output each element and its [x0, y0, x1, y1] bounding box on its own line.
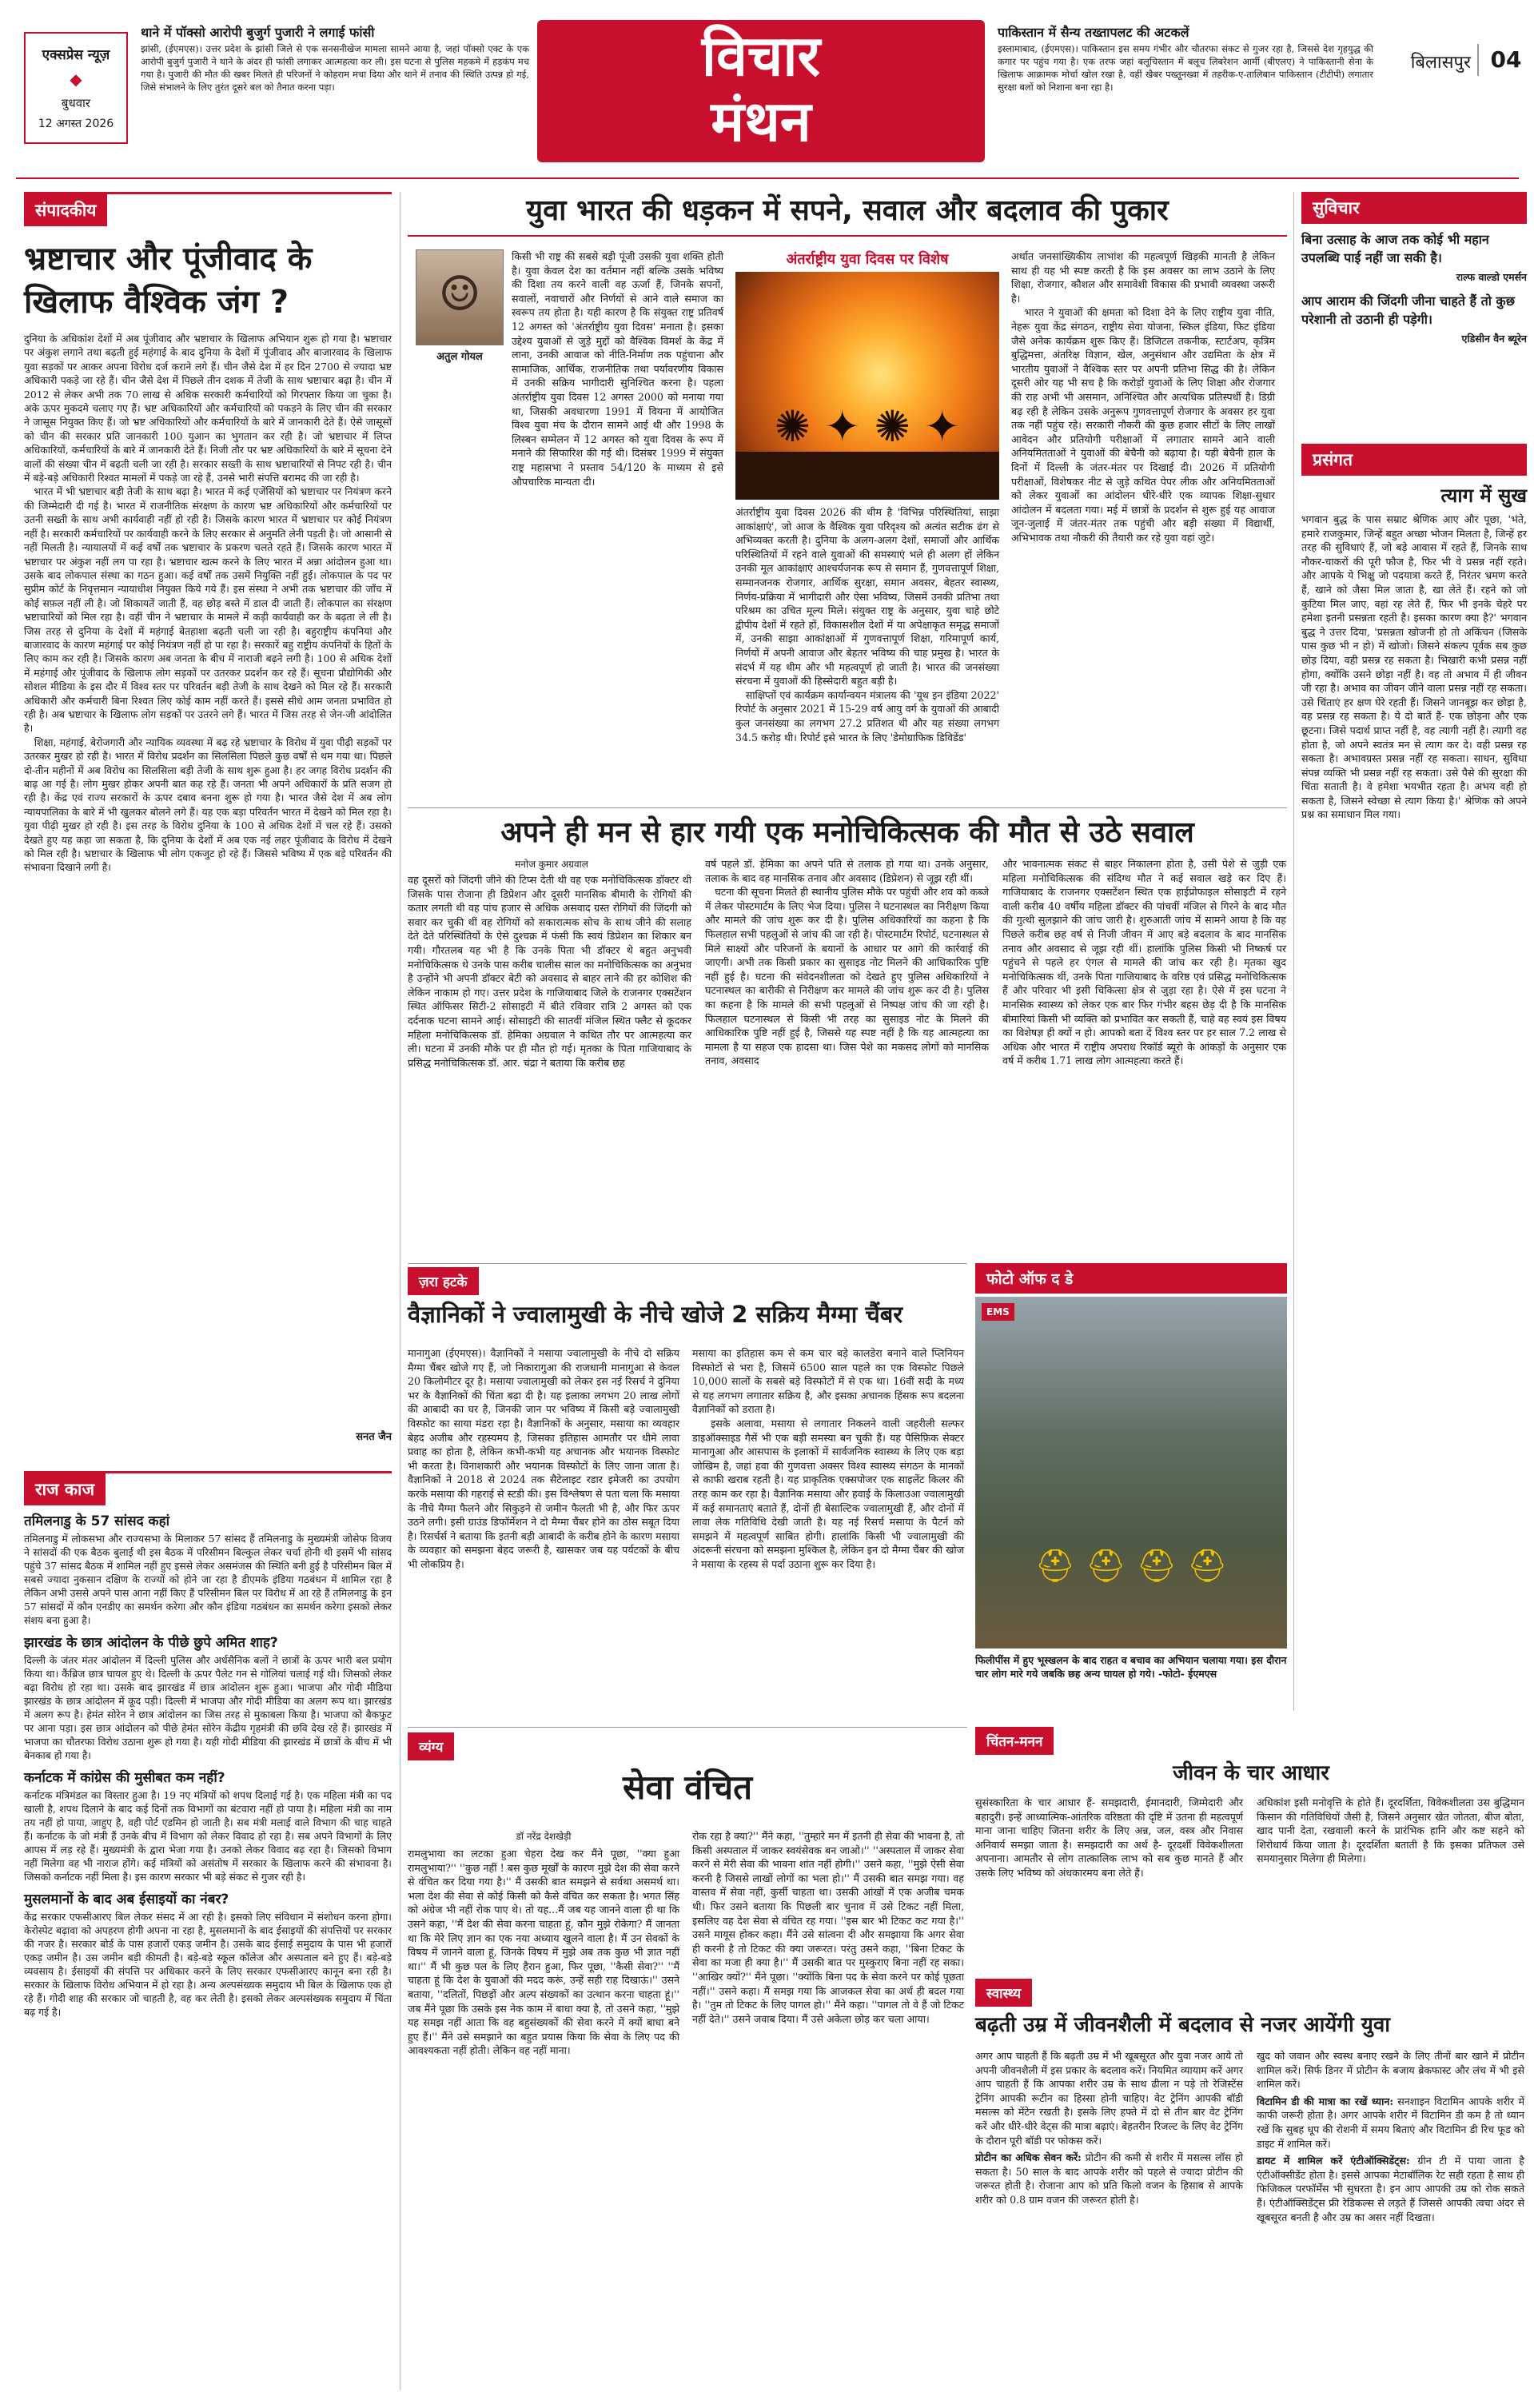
chintan-section-label: चिंतन-मनन	[975, 1727, 1054, 1755]
chintan-title: जीवन के चार आधार	[1173, 1761, 1329, 1785]
youth-article	[408, 192, 1287, 799]
volcano-title: वैज्ञानिकों ने ज्वालामुखी के नीचे खोजे 2 सक्रिय मैग्मा चैंबर	[408, 1301, 903, 1328]
editorial-body: दुनिया के अधिकांश देशों में अब पूंजीवाद और भ्रष्टाचार के खिलाफ अभियान शुरू हो गया है। भ्रष्टाचार पर अंकुश लगाने तथा बढ़ती हुई महंगाई के बाद दुनिया के देशों में पूंजीवाद और बाजारवाद के खिलाफ युवा सड़कों पर आकर अपना विरोध दर्ज कराने लगे हैं। चीन जैसे देश में हर दिन 2700 से ज्यादा भ्रष्ट अधिकारी पकड़े जा रहे हैं। चीन जैसे देश में पिछले तीन दशक में तेजी के साथ भ्रष्टाचार बढ़ा है। चीन में 2012 से लेकर अभी तक 70 लाख से अधिक सरकारी कर्मचारियों को गिरफ्तार किया जा चुका है। अके ऊपर मुकदमे चलाए गए हैं। भ्रष्ट अधिकारियों और कर्मचारियों को पकड़ने के लिए चीन की सरकार ने जासूस नियुक्त किए हैं। जो भ्रष्ट अधिकारियों और कर्मचारियों के बारे में जानकारी देते हैं। ऐसे जासूसों को चीन की सरकार प्रति जानकारी 100 युआन का भुगतान कर रही है। जो भ्रष्टाचार में लिप्त अधिकारियों, कर्मचारियों के बारे में जानकारी देते हैं। निजी तौर पर भ्रष्ट अधिकारियों के बारे में सूचना देने वालों की संख्या चीन में बढ़ती चली जा रही है। सरकार सख्ती के साथ भ्रष्टाचारियों से निपट रही है। चीन में बड़े-बड़े अधिकारी रिश्वत मामलों में पकड़े जा रहे हैं, उनसे भारी संपत्ति बरामद की जा रही है। भारत में भी भ्रष्टाचार बड़ी तेजी के साथ बढ़ा है। भारत में कई एजेंसियों को भ्रष्टाचार पर नियंत्रण करने की जिम्मेदारी दी गई है। भारत में राजनीतिक संरक्षण के कारण भ्रष्ट अधिकारियों और कर्मचारियों पर उतनी सख्ती के साथ अभी कार्यवाही नहीं हो रही है। जिसके कारण भारत में भ्रष्टाचार पर कोई नियंत्रण नहीं है। सरकारी कर्मचारियों पर कार्यवाही करने के लिए सरकार से अनुमति लेनी पड़ती है। जो आसानी से नहीं मिलती है। न्यायालयों में कई वर्षों तक भ्रष्टाचार के प्रकरण चलते रहते हैं। जिसके कारण भारत में भ्रष्टाचार पर अंकुश नहीं लग पा रहा है। भ्रष्टाचार खत्म करने के लिए भारत में अन्ना आंदोलन हुआ था। उसके बाद लोकपाल संस्था का गठन हुआ। कई वर्षों तक उसमें नियुक्ति नहीं हुई। लोकपाल के पद पर सुप्रीम कोर्ट के निवृत्तमान न्यायाधीश नियुक्त किये गये हैं। इस संस्था ने अभी तक भ्रष्टाचार की जाँच में कोई सफ़ल नहीं ली है। जो शिकायतें जाती हैं, वह छोड़ बस्ते में डाल दी जाती हैं। लोकपाल का संरक्षण भ्रष्टाचारियों को मिल रहा है। वहीं चीन ने भ्रष्टाचार के मामले में कड़ी कार्यवाही कर के बढ़ता ले ली है। जिस तरह से दुनिया के देशों में महंगाई बेतहाशा बढ़ती चली जा रही है। बहुराष्ट्रीय कंपनियां और बाजारवाद के कारण महंगाई पर कोई नियंत्रण नहीं हो पा रहा है। सरकारें बहु राष्ट्रीय कंपनियों के हितों के लिए काम कर रही है। जिसके कारण अब जनता के बीच में नाराजी बढ़ने लगी है। 100 से अधिक देशों में महंगाई और पूंजीवाद के खिलाफ लोग सड़कों पर उतरकर प्रदर्शन कर रहे हैं। सूचना प्रौद्योगिकी और सोशल मीडिया के इस दौर में विश्व स्तर पर परिवर्तन बड़ी तेजी के साथ देखने को मिल रहे हैं। सरकारी अधिकारी और कर्मचारी बिना रिश्वत लिए कोई काम नहीं करते हैं। इससे सीधे आम जनता प्रभावित हो रही है। अब भ्रष्टाचार के खिलाफ लोग सड़कों पर उतरने लगे हैं। भारत में जिस तरह से जेन-जी आंदोलित है। शिक्षा, महंगाई, बेरोजगारी और न्यायिक व्यवस्था में बढ़ रहे भ्रष्टाचार के विरोध में युवा पीढ़ी सड़कों पर उतरकर मुखर हो रही है। भारत में विरोध प्रदर्शन का सिलसिला पिछले कुछ वर्षों से थम गया था। पिछले दो-तीन महीनों में अब विरोध का सिलसिला बड़ी तेजी के साथ शुरू हुआ है। हर जगह विरोध प्रदर्शन की बाढ़ आ गई है। लोग मुखर होकर अपनी बात कह रहे हैं। जनता भी अपने अधिकारों के प्रति सजग हो रही है। केंद्र एवं राज्य सरकारों के ऊपर दबाव बनना शुरू हो गया है। भारत जैसे देश में अब लोग न्यायपालिका के बारे में भी खुलकर बोलने लगे हैं। यह एक बड़ा परिवर्तन भारत में देखने को मिल रहा है। युवा पीढ़ी मुखर हो रही है। इस तरह के विरोध दुनिया के 100 से अधिक देशों में चल रहे हैं। उसको देखते हुए यह कहा जा सकता है, कि दुनिया के देशों में अब एक नई लहर पूंजीवाद के विरोध में देखने को मिल रही है। भ्रष्टाचार के खिलाफ भी लोग एकजुट हो रहे हैं। जिससे भविष्य में एक बड़े परिवर्तन की संभावना दिखाने लगी है।	[24, 333, 392, 874]
issue-date: 12 अगस्त 2026	[38, 118, 114, 130]
photo-caption: फिलीपींस में हुए भूस्खलन के बाद राहत व बचाव का अभियान चलाया गया। इस दौरान चार लोग मारे गये जबकि छह अन्य घायल हो गये। -फोटो- ईएमएस	[975, 1654, 1287, 1680]
rajkaaj-item	[24, 1892, 392, 2019]
rajkaaj-item	[24, 1770, 392, 1884]
youth-col3: अर्थात जनसांख्यिकीय लाभांश की महत्वपूर्ण खिड़की मानती है लेकिन साथ ही यह भी स्पष्ट करती है कि इस अवसर का लाभ उठाने के लिए शिक्षा, रोजगार, कौशल और समावेशी विकास की प्रभावी व्यवस्था जरूरी है। भारत ने युवाओं की क्षमता को दिशा देने के लिए राष्ट्रीय युवा नीति, नेहरू युवा केंद्र संगठन, राष्ट्रीय सेवा योजना, स्किल इंडिया, फिट इंडिया जैसे अनेक कार्यक्रम शुरू किए हैं। डिजिटल तकनीक, स्टार्टअप, कृत्रिम बुद्धिमत्ता, अंतरिक्ष विज्ञान, खेल, अनुसंधान और उद्यमिता के क्षेत्र में भारतीय युवाओं ने वैश्विक स्तर पर अपनी प्रतिभा सिद्ध की है। लेकिन दूसरी ओर यह भी सच है कि करोड़ों युवाओं के लिए शिक्षा और रोजगार की राह अभी भी असमान, अनिश्चित और अत्यधिक प्रतिस्पर्धी है। डिग्री बढ़ रही है लेकिन उसके अनुरूप गुणवत्तापूर्ण रोजगार के अवसर हर युवा तक नहीं पहुंच रहे। सरकारी नौकरी की कुछ हजार सीटों के लिए लाखों आवेदन और प्रतियोगी परीक्षाओं में लगातार सामने आने वाली अनियमितताओं ने युवाओं की बेचैनी को बढ़ाया है। यही बेचैनी हाल के दिनों में दिल्ली के जंतर-मंतर पर दिखाई दी। 2026 में प्रतियोगी परीक्षाओं, विशेषकर नीट से जुड़े कथित पेपर लीक और अनियमितताओं को लेकर युवाओं का आंदोलन धीरे-धीरे एक व्यापक शिक्षा-सुधार आंदोलन में बदलता गया। मई में छात्रों के प्रदर्शन से शुरू हुई यह आवाज जून-जुलाई में जंतर-मंतर तक पहुंची और बड़ी संख्या में विद्यार्थी, अभिभावक तथा नौकरी की तैयारी कर रहे युवा वहां जुटे।	[1011, 250, 1276, 544]
prasang-section	[1301, 444, 1531, 1707]
health-protein-head: प्रोटीन का अधिक सेवन करें:	[975, 2151, 1082, 2164]
doctor-col2: वर्ष पहले डॉ. हेमिका का अपने पति से तलाक हो गया था। उनके अनुसार, तलाक के बाद वह मानसिक तनाव और अवसाद (डिप्रेशन) से जूझ रही थीं। घटना की सूचना मिलते ही स्थानीय पुलिस मौके पर पहुंची और शव को कब्जे में लेकर पोस्टमार्टम के लिए भेज दिया। पुलिस ने घटनास्थल का निरीक्षण किया और मामले की जांच शुरू कर दी है। पुलिस अधिकारियों का कहना है कि फिलहाल सभी पहलुओं से जांच की जा रही है। पोस्टमार्टम रिपोर्ट, घटनास्थल से मिले साक्ष्यों और परिजनों के बयानों के आधार पर आगे की कार्रवाई की जाएगी। अभी तक किसी प्रकार का सुसाइड नोट मिलने की आधिकारिक पुष्टि नहीं हुई है। घटना की संवेदनशीलता को देखते हुए पुलिस अधिकारियों ने घटनास्थल का बारीकी से निरीक्षण कर मामले की जांच शुरू कर दी है। पुलिस का कहना है कि मामले की सभी पहलुओं से निष्पक्ष जांच की जा रही है। फिलहाल घटनास्थल से किसी भी तरह का सुसाइड नोट के मिलने की आधिकारिक पुष्टि नहीं हुई है, जिससे यह स्पष्ट नहीं है कि यह आत्महत्या का मामला है या सहज एक हादसा था। जिस पेशे का मकसद लोगों को मानसिक तनाव, अवसाद	[705, 858, 990, 1067]
doctor-author: मनोज कुमार अग्रवाल	[515, 859, 588, 870]
editorial-signature: सनत जैन	[356, 1431, 392, 1443]
youth-author: अतुल गोयल	[436, 351, 483, 363]
health-antioxidant	[1257, 2154, 1528, 2224]
satire-col2: रोक रहा है क्या?'' मैंने कहा, ''तुम्हारे मन में इतनी ही सेवा की भावना है, तो किसी अस्पताल में जाकर स्वयंसेवक बन जाओ।'' ''अस्पताल में जाकर सेवा करने से मेरी सेवा की भावना शांत नहीं होगी।'' उसने कहा, ''मुझे ऐसी सेवा करनी है जिससे लाखों लोगों का भला हो।'' मैं उसकी बात समझ गया। वह वास्तव में सेवा नहीं, कुर्सी चाहता था। उसकी आंखों में एक अजीब चमक थी। फिर उसने बताया कि पिछली बार चुनाव में उसे टिकट नहीं मिला, इसलिए वह देश सेवा से वंचित रह गया। ''इस बार भी टिकट कट गया है।'' उसने मायूस होकर कहा। मैंने उसे सांत्वना दी और समझाया कि अगर सेवा ही करनी है तो टिकट की क्या जरूरत। परंतु उसने कहा, ''बिना टिकट के सेवा का मजा ही क्या है।'' मैं उसकी बात पर मुस्कुराए बिना नहीं रह सका। ''आखिर क्यों?'' मैंने पूछा। ''क्योंकि बिना पद के सेवा करने पर कोई पूछता नहीं।'' उसने कहा। मैं समझ गया कि आजकल सेवा का अर्थ ही बदल गया है। ''तुम तो टिकट के लिए पागल हो।'' मैंने कहा। ''पागल तो वे हैं जो टिकट नहीं देते।'' उसने जवाब दिया। मैं उसे अकेला छोड़ कर चला आया।	[692, 1830, 968, 2025]
masthead-city: बिलासपुर	[1410, 53, 1471, 73]
prasang-body: भगवान बुद्ध के पास सम्राट श्रेणिक आए और पूछा, 'भंते, हमारे राजकुमार, जिन्हें बहुत अच्छा भोजन मिलता है, जिन्हें हर तरह की सुविधाएं हैं, जो बड़े आवास में रहते हैं, जिनके साथ नौकर-चाकरों की पूरी फौज है, फिर भी वे प्रसन्न नहीं रहते। और आपके ये भिक्षु जो पदयात्रा करते हैं, निरंतर भ्रमण करते हैं, खाने को जैसा मिल जाता है, खा लेते हैं। रहने को जो कुटिया मिल जाए, वहां रह लेते हैं, फिर भी इनके चेहरे पर हमेशा इतनी प्रसन्नता रहती है। इसका कारण क्या है?' भगवान बुद्ध ने उत्तर दिया, 'प्रसन्नता खोजनी हो तो अकिंचन (जिसके पास कुछ भी न हो) में खोजो। जिसने संकल्प पूर्वक सब कुछ छोड़ दिया, वही प्रसन्न रह सकता है। भिखारी कभी प्रसन्न नहीं होगा, क्योंकि उसने छोड़ा नहीं है। वह तो अभाव में ही जीवन जी रहा है। अभाव का जीवन जीने वाला प्रसन्न नहीं रह सकता। उसे चिंताएं हर क्षण घेरे रहती हैं। जिसने जानबूझ कर छोड़ा है, वह प्रसन्न रह सकता है। ये दो बातें हैं- एक छोड़ना और एक छूटना। जिसे पदार्थ प्राप्त नहीं है, वह त्यागी नहीं है। त्यागी वह होता है, जो अपने स्वतंत्र मन से त्याग कर दे। वही प्रसन्न रह सकता है। अभावग्रस्त प्रसन्न नहीं रह सकता। साधन, सुविधा संपन्न व्यक्ति भी प्रसन्न नहीं रह सकता। उसे पैसे की सुरक्षा की चिंता सताती है। वे हमेशा भयभीत रहता है। अभय वही हो सकता है, जिसने स्वेच्छा से त्याग किया है।' श्रेणिक को अपने प्रश्न का समाधान मिल गया।	[1301, 513, 1531, 821]
rajkaaj-item-text: तमिलनाडु में लोकसभा और राज्यसभा के मिलाकर 57 सांसद हैं तमिलनाडु के मुख्यमंत्री जोसेफ विजय ने सांसदों की एक बैठक बुलाई थी इस बैठक में परिसीमन बिल्कुल लेकर चर्चा होनी थी इसमें भी सांसद पहुंचे 37 सांसद बैठक में शामिल नहीं हुए इससे लेकर असमंजस की स्थिति बनी हुई है परिसीमन बिल में सबसे ज्यादा नुकसान दक्षिण के राज्यों को होने जा रहा है डीएमके इंडिया गठबंधन में शामिल रहा है लेकिन अभी उससे अपने पास आना नहीं किए हैं परिसीमन बिल पर विरोध में आ रहे हैं तमिलनाडु के इन 57 सांसदों में कौन एनडीए का समर्थन करेगा और कौन इंडिया गठबंधन का समर्थन करेगा इसको लेकर संशय बना हुआ है।	[24, 1533, 392, 1626]
chintan-col1: सुसंस्कारिता के चार आधार हैं- समझदारी, ईमानदारी, जिम्मेदारी और बहादुरी। इन्हें आध्यात्मिक-आंतरिक वरिष्ठता की दृष्टि में उतना ही महत्वपूर्ण माना जाना चाहिए जितना शरीर के लिए अन्न, जल, वस्त्र और निवास अनिवार्य समझा जाता है। समझदारी का अर्थ है- दूरदर्शी विवेकशीलता अपनाना। आमतौर से लोग तात्कालिक लाभ को सब कुछ मानते हैं और उसके लिए भविष्य को अंधकारमय बना लेते हैं।	[975, 1796, 1247, 1879]
doctor-title: अपने ही मन से हार गयी एक मनोचिकित्सक की मौत से उठे सवाल	[500, 816, 1194, 849]
rajkaaj-item-title: तमिलनाडु के 57 सांसद कहां	[24, 1513, 170, 1529]
masthead-right-brief-text: इस्लामाबाद, (ईएमएस)। पाकिस्तान इस समय गंभीर और चौतरफा संकट से गुजर रहा है, जिससे देश गृहयुद्ध की कगार पर पहुंच गया है। एक तरफ जहां बलूचिस्तान में बलूच लिबरेशन आर्मी (बीएलए) ने पाकिस्तानी सेना के खिलाफ आक्रामक मोर्चा खोल रखा है, वहीं खैबर पख्तूनख्वा में तहरीक-ए-तालिबान पाकिस्तान (टीटीपी) लगातार सुरक्षा बलों को निशाना बना रहा है।	[998, 43, 1373, 93]
youth-col2: अंतर्राष्ट्रीय युवा दिवस 2026 की थीम है 'विभिन्न परिस्थितियां, साझा आकांक्षाएं', जो आज के वैश्विक युवा परिदृश्य को अत्यंत सटीक ढंग से अभिव्यक्त करती है। दुनिया के अलग-अलग देशों, समाजों और आर्थिक परिस्थितियों में रहने वाले युवाओं की समस्याएं भले ही अलग हों लेकिन उनकी मूल आकांक्षाएं आश्चर्यजनक रूप से समान हैं, गुणवत्तापूर्ण शिक्षा, सम्मानजनक रोजगार, आर्थिक सुरक्षा, समान अवसर, बेहतर स्वास्थ्य, निर्णय-प्रक्रिया में भागीदारी और ऐसा भविष्य, जिसमें उनकी प्रतिभा तथा परिश्रम का उचित मूल्य मिले। संयुक्त राष्ट्र के अनुसार, युवा चाहे छोटे द्वीपीय देशों में रहते हों, विकासशील देशों में या अपेक्षाकृत समृद्ध समाजों में, उनकी साझा आकांक्षाओं में गुणवत्तापूर्ण शिक्षा, गरिमापूर्ण कार्य, निर्णयों में अपनी आवाज और बेहतर भविष्य की चाह प्रमुख है। भारत के संदर्भ में यह थीम और भी महत्वपूर्ण हो जाती है। भारत की जनसंख्या संरचना में युवाओं की हिस्सेदारी बहुत बड़ी है। साक्षिप्तों एवं कार्यक्रम कार्यान्वयन मंत्रालय की 'यूथ इन इंडिया 2022' रिपोर्ट के अनुसार 2021 में 15-29 वर्ष आयु वर्ग के युवाओं की आबादी कुल जनसंख्या का लगभग 27.2 प्रतिशत थी और यह संख्या लगभग 34.5 करोड़ थी। रिपोर्ट इसे भारत के लिए 'डेमोग्राफिक डिविडेंड'	[735, 506, 999, 744]
health-antioxidant-head: डायट में शामिल करें एंटीऑक्सिडेंट्स:	[1257, 2155, 1410, 2167]
chintan-section	[975, 1727, 1527, 1967]
author-photo	[416, 249, 504, 345]
masthead	[0, 0, 1534, 188]
editorial-section	[24, 192, 392, 1455]
rajkaaj-item	[24, 1635, 392, 1762]
rajkaaj-item-text: केंद्र सरकार एफसीआरए बिल लेकर संसद में आ रही है। इसको लिए संविधान में संशोधन करना होगा। केरोस्पेट बढ़ावा को अपहरण होगी अपना ना रहा है, मुसलमानों के बाद ईसाइयों की संपत्तियों पर सरकार की नजर है। सरकार बोर्ड के पास हजारों एकड़ जमीन है। उसके बाद ईसाई समुदाय के पास भी हजारों एकड़ जमीन है। उस जमीन बड़ी कीमती है। बड़े-बड़े स्कूल कॉलेज और अस्पताल बने हुए हैं। बड़े-बड़े व्यवसाय है। ईसाइयों की संपत्ति पर अधिकार करने के लिए सरकार एफसीआरए कानून बना रही है। सरकार के खिलाफ विरोध अभियान में हो रहा है। अन्य अल्पसंख्यक समुदाय भी बिल के खिलाफ एक हो रहे हैं। गोदी शाह की सरकार जो चाहती है, वह कर लेती है। इसको लेकर अल्पसंख्यक समुदाय में चिंता बढ़ गई है।	[24, 1911, 392, 2018]
photo-of-the-day	[975, 1263, 1287, 1719]
person-icon: ☺	[438, 266, 481, 322]
masthead-left-brief	[141, 24, 529, 152]
doctor-article	[408, 807, 1290, 1255]
rajkaaj-item-title: कर्नाटक में कांग्रेस की मुसीबत कम नहीं?	[24, 1770, 225, 1786]
chintan-col2: अधिकांश इसी मनोवृत्ति के होते हैं। दूरदर्शिता, विवेकशीलता उस बुद्धिमान किसान की गतिविधियों जैसी है, जिसने अनुसार खेत जोतता, बीज बोता, खाद पानी देता, रखवाली करने के प्रारंभिक हानि और कष्ट सहने को शिरोधार्य किया जाता है। दूरदर्शिता बताती है कि इसका प्रतिफल उसे समयानुसार मिलेगा ही मिलेगा।	[1257, 1796, 1528, 1865]
masthead-title-line2: मंथन	[711, 89, 811, 154]
health-col1-wrap	[975, 2049, 1247, 2385]
column-divider	[1293, 192, 1294, 1711]
masthead-city-divider	[1477, 44, 1479, 76]
rajkaaj-item	[24, 1513, 392, 1627]
volcano-kicker: ज़रा हटके	[408, 1267, 479, 1295]
satire-title: सेवा वंचित	[622, 1768, 753, 1807]
suvichar-section-label: सुविचार	[1301, 192, 1527, 224]
youth-kicker: अंतर्राष्ट्रीय युवा दिवस पर विशेष	[786, 251, 949, 268]
satire-col1: रामलुभाया का लटका हुआ चेहरा देख कर मैंने पूछा, ''क्या हुआ रामलुभाया?'' ''कुछ नहीं ! बस कुछ मूर्खों के कारण मुझे देश की सेवा करने से वंचित कर दिया गया है।'' मैं उसकी बात समझने से सर्वथा असमर्थ था। भला देश की सेवा से कोई किसी को कैसे वंचित कर सकता है। भगत सिंह को अंग्रेज भी नहीं रोक पाए थे। तो यह...मैं जब यह जानने वाला ही था कि उसने कहा, ''मैं देश की सेवा करना चाहता हूं, कौन मुझे रोकेगा? मैं जानता था कि मेरे लिए ज्ञान का एक नया अध्याय खुलने वाला है। मैं उन सेवकों के विषय में जानने वाला हूं, जिनके विषय में मुझे अब तक कुछ भी ज्ञात नहीं था।'' मैं भी कुछ पल के लिए हैरान हुआ, फिर पूछा, ''कैसी सेवा?'' ''मैं चाहता हूं कि देश के युवाओं की मदद करूं, उन्हें सही राह दिखाऊं।'' उसने बताया, ''दलितों, पिछड़ों और अल्प संख्यकों का उत्थान करना चाहता हूं।'' जब मैंने पूछा कि उसके इस नेक काम में बाधा क्या है, तो उसने कहा, ''मुझे यह समझ नहीं आता कि वह बहुसंख्यकों की सेवा करने में क्यों बाधा बने हुए हैं।'' मैंने उसे समझाने का बहुत प्रयास किया कि सेवा के लिए पद की आवश्यकता नहीं होती। लेकिन वह नहीं माना।	[408, 1848, 683, 2057]
issue-day: बुधवार	[61, 96, 91, 110]
health-col1: अगर आप चाहती हैं कि बढ़ती उम्र में भी खूबसूरत और युवा नजर आये तो अपनी जीवनशैली में इस प्रकार के बदलाव करें। नियमित व्यायाम करें अगर आप चाहती हैं कि आपका शरीर उम्र के साथ ढीला न पड़े तो रेजिस्टेंस ट्रेनिंग आपकी रूटीन का हिस्सा होनी चाहिए। वेट ट्रेनिंग आपकी बॉडी मसल्स को मेंटेन रखती है। इसके लिए हफ्ते में दो से तीन बार वेट ट्रेनिंग करें और धीरे-धीरे वेट्स की मात्रा बढ़ाएं। बेहतरीन रिजल्ट के लिए वेट ट्रेनिंग के दौरान पूरी बॉडी पर फोकस करें।	[975, 2050, 1247, 2147]
masthead-left-brief-title: थाने में पॉक्सो आरोपी बुजुर्ग पुजारी ने लगाई फांसी	[141, 25, 375, 40]
health-antioxidant-text: ग्रीन टी में पाया जाता है एंटीऑक्सीडेंट होता है। इससे आपका मेटाबॉलिक रेट सही रहता है साथ ही फिजिकल परफॉर्मेंस भी सुधरता है। इन आप आपकी उम्र को रोक सकते हैं। एंटीऑक्सिडेंट्स फ्री रेडिकल्स से लड़ते हैं जिससे आपकी त्वचा अंदर से खूबसूरत बनती है और उम्र का असर नहीं दिखता।	[1257, 2155, 1528, 2223]
health-vitamin-text: सनशाइन विटामिन आपके शरीर में काफी जरूरी होता है। अगर आपके शरीर में विटामिन डी कम है तो ध्यान रखें कि सुबह धूप की रोशनी में समय बिताएं और विटामिन डी रिच फूड को डाइट में शामिल करें।	[1257, 2095, 1528, 2150]
health-section	[975, 1979, 1527, 2390]
masthead-right-brief-title: पाकिस्तान में सैन्य तख्तापलट की अटकलें	[998, 25, 1189, 40]
landslide-rescue-photo	[975, 1297, 1287, 1649]
health-title: बढ़ती उम्र में जीवनशैली में बदलाव से नजर आयेंगी युवा	[975, 2013, 1391, 2037]
brand-diamond-icon: ◆	[70, 70, 82, 89]
satire-article	[408, 1727, 967, 2390]
prasang-section-label: प्रसंगत	[1301, 444, 1527, 476]
masthead-left-brief-text: झांसी, (ईएमएस)। उत्तर प्रदेश के झांसी जिले से एक सनसनीखेज मामला सामने आया है, जहां पॉक्सो एक्ट के एक आरोपी बुजुर्ग पुजारी ने थाने के अंदर ही फांसी लगाकर आत्महत्या कर ली। इस घटना से पुलिस महकमे में हड़कंप मच गया है। पुजारी की मौत की खबर मिलते ही परिजनों ने कोहराम मचा दिया और थाने में तनाव की स्थिति उत्पन्न हो गई, जिसे संभालने के लिए तुरंत दूसरे बल को तैनात करना पड़ा।	[141, 43, 529, 93]
rajkaaj-item-title: मुसलमानों के बाद अब ईसाइयों का नंबर?	[24, 1892, 229, 1908]
health-protein	[975, 2151, 1247, 2207]
editorial-section-label: संपादकीय	[24, 194, 107, 226]
ems-badge: EMS	[982, 1303, 1014, 1321]
volcano-col2: मसाया का इतिहास कम से कम चार बड़े कालडेरा बनाने वाले प्लिनियन विस्फोटों से भरा है, जिसमें 6500 साल पहले का एक विस्फोट पिछले 10,000 सालों के सबसे बड़े विस्फोटों में से एक था। 16वीं सदी के मध्य से यह लगभग लगातार सक्रिय है, और इसका अचानक हिंसक रूप बदलना वैज्ञानिकों को डराता है। इसके अलावा, मसाया से लगातार निकलने वाली जहरीली सल्फर डाइऑक्साइड गैसें भी एक बड़ी समस्या बन चुकी हैं। यह पैसिफ़िक सेक्टर मानागुआ और आसपास के इलाकों में सार्वजनिक स्वास्थ्य के लिए एक बड़ा जोखिम है, जहां हवा की गुणवत्ता अक्सर विश्व स्वास्थ्य संगठन के मानकों से काफी खराब रहती है। यह प्राकृतिक एक्सपोजर एक साइलेंट किलर की तरह काम कर रहा है। वैज्ञानिक मसाया और हवाई के किलाउआ ज्वालामुखी में कई समानताएं बताते हैं, दोनों ही बेसाल्टिक ज्वालामुखी हैं, और दोनों में लावा लेक गतिविधि देखी जाती है। यह नई रिसर्च मसाया के पैटर्न को समझने में महत्वपूर्ण साबित होगी। हालांकि किसी भी ज्वालामुखी की अंदरूनी संरचना को समझना मुश्किल है, लेकिन इन दो मैग्मा चैंबर की खोज ने मसाया के रहस्य से पर्दा उठाना शुरू कर दिया है।	[692, 1347, 964, 1570]
satire-rule	[408, 1727, 967, 1728]
rescue-workers-icon: ⛑ ⛑ ⛑ ⛑	[1034, 1548, 1228, 1585]
masthead-brand-box	[24, 32, 128, 144]
health-section-label: स्वास्थ्य	[975, 1979, 1032, 2007]
health-vitamin-head: विटामिन डी की मात्रा का रखें ध्यान:	[1257, 2095, 1393, 2107]
health-col2-wrap	[1257, 2049, 1528, 2385]
suvichar-author-1: राल्फ वाल्डो एमर्सन	[1456, 271, 1527, 283]
suvichar-quote-1: बिना उत्साह के आज तक कोई भी महान उपलब्धि पाई नहीं जा सकी है।	[1301, 232, 1489, 265]
health-col2: खुद को जवान और स्वस्थ बनाए रखने के लिए तीनों बार खाने में प्रोटीन शामिल करें। सिर्फ डिनर में प्रोटीन के बजाय ब्रेकफास्ट और लंच में भी इसे शामिल करें।	[1257, 2050, 1528, 2091]
masthead-rule	[16, 177, 1519, 179]
youth-title: युवा भारत की धड़कन में सपने, सवाल और बदलाव की पुकार	[408, 192, 1287, 237]
doctor-col3: और भावनात्मक संकट से बाहर निकालना होता है, उसी पेशे से जुड़ी एक महिला मनोचिकित्सक की संदिग्ध मौत ने कई सवाल खड़े कर दिए हैं। गाजियाबाद के राजनगर एक्सटेंशन स्थित एक हाईप्रोफाइल सोसाइटी में रहने वाली करीब 40 वर्षीय महिला डॉक्टर की पांचवीं मंजिल से गिरने के बाद मौत की गुत्थी सुलझाने की जांच जारी है। शुरुआती जांच में सामने आया है कि वह पिछले करीब छह वर्ष से निजी जीवन में आए बड़े बदलाव के बाद मानसिक तनाव और अवसाद से जूझ रही थीं। हालांकि पुलिस किसी भी निष्कर्ष पर पहुंचने से पहले हर एंगल से मामले की जांच कर रही है। मृतका खुद मनोचिकित्सक थीं, उनके पिता गाजियाबाद के वरिष्ठ एवं प्रसिद्ध मनोचिकित्सक हैं और परिवार भी इसी चिकित्सा क्षेत्र से जुड़ा रहा है। ऐसे में इस घटना ने मानसिक स्वास्थ्य को लेकर एक बार फिर गंभीर बहस छेड़ दी है कि मानसिक बीमारियां किसी भी व्यक्ति को प्रभावित कर सकती हैं, चाहे वह स्वयं इस विषय का विशेषज्ञ ही क्यों न हो। आपको बता दें विश्व स्तर पर हर साल 7.2 लाख से अधिक और भारत में राष्ट्रीय अपराध रिकॉर्ड ब्यूरो के आंकड़ों के अनुसार एक वर्ष में करीब 1.71 लाख लोग आत्महत्या करते हैं।	[1002, 858, 1290, 1067]
volcano-rule	[408, 1263, 967, 1264]
satire-kicker: व्यंग्य	[408, 1732, 454, 1760]
suvichar-section	[1301, 192, 1527, 432]
rajkaaj-item-title: झारखंड के छात्र आंदोलन के पीछे छुपे अमित शाह?	[24, 1635, 278, 1651]
brand-name: एक्सप्रेस न्यूज़	[42, 47, 110, 63]
suvichar-quote-2: आप आराम की जिंदगी जीना चाहते हैं तो कुछ परेशानी तो उठानी ही पड़ेगी।	[1301, 293, 1515, 327]
masthead-right-brief	[998, 24, 1373, 152]
youth-jumping-photo	[735, 272, 999, 500]
silhouettes-icon: ✺ ✦ ✺ ✦	[774, 401, 961, 452]
volcano-article	[408, 1263, 967, 1783]
suvichar-author-2: एडिसीन वैन ब्यूरेन	[1461, 333, 1527, 345]
health-protein-text: प्रोटीन की कमी से शरीर में मसल्स लॉस हो सकता है। 50 साल के बाद आपके शरीर को पहले से ज्यादा प्रोटीन की जरूरत होती है। रोजाना आप को प्रति किलो वजन के हिसाब से आपके शरीर को 0.8 ग्राम वजन की जरूरत होती है।	[975, 2151, 1247, 2206]
rajkaaj-section-label: राज काज	[24, 1473, 106, 1505]
photo-section-label: फोटो ऑफ द डे	[975, 1263, 1287, 1294]
doctor-col1: वह दूसरों को जिंदगी जीने की टिप्स देती थी वह एक मनोचिकित्सक डॉक्टर थी जिसके पास रोजाना ही डिप्रेशन और दूसरी मानसिक बीमारी के रोगियों की कतार लगती थी वह पांच हजार से अधिक असवाद ग्रस्त रोगियों की जिंदगी को सवार कर चुकी थीं वह रोगियों को सकारात्मक सोच के साथ जीने की सलाह देते देते परिस्थितियों के ऐसे दुश्चक्र में फंसी कि स्वयं डिप्रेशन का शिकार बन गयी। गौरतलब यह भी है कि उनके पिता भी डॉक्टर थे बहुत अनुभवी मनोचिकित्सक थे उनके पास करीब चालीस साल का मनोचिकित्सक का अनुभव है उन्होंने भी अपनी डॉक्टर बेटी को अवसाद से बाहर लाने की हर कोशिश की लेकिन नाकाम हो गए। उत्तर प्रदेश के गाजियाबाद जिले के राजनगर एक्सटेंशन स्थित ऑफिसर सिटी-2 सोसाइटी में बीते रविवार रात्रि 2 अगस्त को एक दर्दनाक घटना सामने आई। सोसाइटी की सातवीं मंजिल स्थित फ्लैट से कूदकर महिला मनोचिकित्सक डॉ. हेमिका अग्रवाल ने कथित तौर पर आत्महत्या कर ली। घटना में उनकी मौके पर ही मौत हो गई। मृतका के पिता गाजियाबाद के प्रसिद्ध मनोचिकित्सक डॉ. आर. चंद्रा ने बताया कि करीब छह	[408, 874, 695, 1069]
masthead-title-line1: विचार	[701, 23, 821, 89]
rajkaaj-item-text: कर्नाटक मंत्रिमंडल का विस्तार हुआ है। 19 नए मंत्रियों को शपथ दिलाई गई है। एक महिला मंत्री का पद खाली है, शपथ दिलाने के बाद कई दिनों तक विभागों का बंटवारा नहीं हो पाया है। महिला मंत्री का नाम तय नहीं हो पाया, जाहुए है, वही पोर्ट एडमिन हो जाती है। सब मंत्री मलाई वाले विभाग की चाह चाहते हैं। कर्नाटक के जो मंत्री हैं उनके बीच में विभाग को लेकर विवाद हो रहा है। सब अपने विभागों के लिए आपस में लड़ रहे हैं। मुख्यमंत्री के द्वारा भेजा गया है। उनको लेकर विवाद बढ़ रहा है। जिसको विभाग नहीं मिलेगा वह भी नाराज होंगे। कई मंत्रियों को असंतोष में सरकार के खिलाफ करने की संभावना है। जिसको कर्नाटक नहीं मिला है। इस कारण सरकार भी बड़े संकट से गुजर रही है।	[24, 1789, 392, 1883]
satire-author: डॉ नरेंद्र देशखेड़ी	[516, 1831, 572, 1842]
volcano-col1: मानागुआ (ईएमएस)। वैज्ञानिकों ने मसाया ज्वालामुखी के नीचे दो सक्रिय मैग्मा चैंबर खोजे गए हैं, जो निकारागुआ की राजधानी मानागुआ से केवल 20 किलोमीटर दूर है। मसाया ज्वालामुखी को लेकर इस नई रिसर्च ने दुनिया भर के वैज्ञानिकों की चिंता बढ़ा दी है। यह इलाका लगभग 20 लाख लोगों की आबादी का घर है, जिनकी जान पर भविष्य में किसी बड़े ज्वालामुखी विस्फोट का साया मंडरा रहा है। वैज्ञानिकों के अनुसार, मसाया का व्यवहार बेहद अजीब और रहस्यमय है, जिसका इतिहास आमतौर पर धीमे लावा प्रवाह का होता है, लेकिन कभी-कभी यह अचानक और भयानक विस्फोट भी करता है। विनाशकारी और भयानक विस्फोटों के लिए जाना जाता है। वैज्ञानिकों ने 2018 से 2024 तक सैटेलाइट रडार इमेजरी का उपयोग करके मसाया की गहराई से स्टडी की। इस विश्लेषण से पता चला कि मसाया के नीचे मैग्मा फैलने और सिकुड़ने से जमीन फैलती भी है, और फिर ऊपर उठने लगी। इसी ग्राउंड डिफॉर्मेशन ने दो मैग्मा चैंबर होने का ठोस सबूत दिया है। रिसर्चर्स ने बताया कि इतनी बड़ी आबादी के करीब होने के कारण मसाया के व्यवहार को समझना बेहद जरूरी है, खासकर जब यह पर्यटकों के बीच भी लोकप्रिय है।	[408, 1347, 683, 1570]
health-vitamin	[1257, 2095, 1528, 2151]
editorial-title: भ्रष्टाचार और पूंजीवाद के खिलाफ वैश्विक जंग ?	[24, 241, 313, 321]
rajkaaj-item-text: दिल्ली के जंतर मंतर आंदोलन में दिल्ली पुलिस और अर्धसैनिक बलों ने छात्रों के ऊपर भारी बल प्रयोग किया था। कैंब्रिज छात्र घायल हुए थे। दिल्ली के ऊपर पैलेट गन से गोलियां चलाई गई थी। जिसको लेकर बढ़ा विरोध हो रहा था। उसके बाद झारखंड में छात्र आंदोलन शुरू हुआ। भाजपा और गोदी मीडिया झारखंड के छात्र आंदोलन में कूद पड़ी। दिल्ली में भाजपा और गोदी मीडिया का अलग रूप था। झारखंड में अलग रूप है। हेमंत सोरेन ने छात्र आंदोलन का जिस तरह से मुकाबला किया है। भाजपा को बैकफुट पर आना पड़ा। इस छात्र आंदोलन को पीछे हेमंत सोरेन केंद्रीय गृहमंत्री की छवि देख रहे हैं। झारखंड में भाजपा का चौतरफा विरोध उठाना शुरू हो गया है। यही गोदी मीडिया की झारखंड में छात्रों के बीच में भी बेनकाब हो गया है।	[24, 1654, 392, 1761]
page-number: 04	[1490, 46, 1522, 73]
doctor-rule	[408, 807, 1287, 808]
youth-col1: किसी भी राष्ट्र की सबसे बड़ी पूंजी उसकी युवा शक्ति होती है। युवा केवल देश का वर्तमान नहीं बल्कि उसके भविष्य की दिशा तय करने वाली वह ऊर्जा हैं, जिनके सपनों, सवालों, नवाचारों और निर्णयों से आने वाले समाज का स्वरूप तय होता है। यही कारण है कि संयुक्त राष्ट्र प्रतिवर्ष 12 अगस्त को 'अंतर्राष्ट्रीय युवा दिवस' मनाता है। इसका उद्देश्य युवाओं से जुड़े मुद्दों को वैश्विक विमर्श के केंद्र में लाना, उनकी आवाज को नीति-निर्माण तक पहुंचाना और सामाजिक, आर्थिक, राजनीतिक तथा पर्यावरणीय विकास में उनकी सक्रिय भागीदारी सुनिश्चित करना है। पहला अंतर्राष्ट्रीय युवा दिवस 12 अगस्त 2000 को मनाया गया था, जिसकी अवधारणा 1991 में वियना में आयोजित विश्व युवा मंच के दौरान सामने आई थी और 1998 के लिस्बन सम्मेलन में 12 अगस्त को युवा दिवस के रूप में मनाने की सिफारिश की गई थी। दिसंबर 1999 में संयुक्त राष्ट्र महासभा ने प्रस्ताव 54/120 के माध्यम से इसे औपचारिक मान्यता दी।	[512, 250, 727, 488]
rajkaaj-section	[24, 1471, 392, 2390]
masthead-title-box	[537, 20, 985, 162]
prasang-title: त्याग में सुख	[1440, 484, 1527, 507]
